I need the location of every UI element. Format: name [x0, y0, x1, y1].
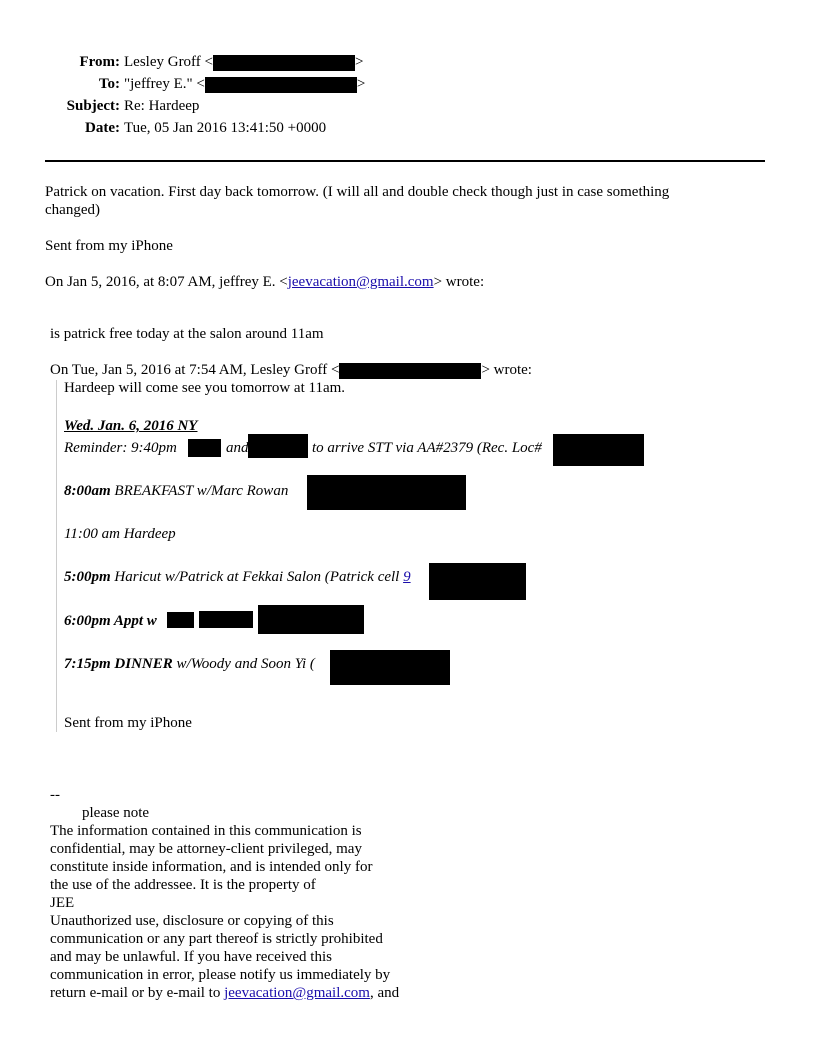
body-text: changed) [45, 202, 100, 218]
header-divider [45, 160, 765, 162]
to-row [0, 75, 816, 93]
from-row [0, 53, 816, 71]
bracket: > [355, 54, 364, 70]
schedule-item: 6:00pm Appt w [64, 613, 157, 629]
redaction [167, 612, 194, 628]
to-label: To: [98, 76, 120, 92]
redaction [258, 605, 364, 634]
redaction [553, 434, 644, 466]
schedule-item [64, 482, 288, 500]
redaction [330, 650, 450, 685]
disclaimer-line: constitute inside information, and is intended only for [50, 859, 373, 875]
attribution-text: > wrote: [481, 362, 532, 378]
disclaimer-line: confidential, may be attorney-client privileged, may [50, 841, 362, 857]
redaction [307, 475, 466, 510]
disclaimer-line: communication or any part thereof is strictly prohibited [50, 931, 383, 947]
time: 7:15pm DINNER [64, 656, 173, 672]
signature-dash: -- [50, 787, 60, 803]
item-text: w/Woody and Soon Yi ( [176, 656, 315, 672]
attribution-text: > wrote: [433, 274, 485, 290]
subject-row [0, 97, 816, 115]
disclaimer-line: the use of the addressee. It is the property of [50, 877, 316, 893]
schedule-item [64, 568, 411, 586]
reminder-text: and [226, 440, 249, 456]
body-text: Hardeep will come see you tomorrow at 11am. [64, 380, 346, 396]
email-link[interactable]: jeevacation@gmail.com [287, 274, 434, 290]
reminder-text: to arrive STT via AA#2379 (Rec. Loc# [312, 440, 542, 456]
signature-note: please note [82, 805, 150, 821]
disclaimer-line: and may be unlawful. If you have received this [50, 949, 332, 965]
phone-link[interactable]: 9 [403, 569, 411, 585]
from-label: From: [79, 54, 120, 70]
time: 5:00pm [64, 569, 111, 585]
redaction [205, 77, 357, 93]
from-value: Lesley Groff < [124, 54, 213, 70]
redaction [339, 363, 481, 379]
date-row [0, 119, 816, 137]
schedule-item: 11:00 am Hardeep [64, 526, 176, 542]
quoted-question: is patrick free today at the salon around 11am [50, 326, 324, 342]
email-link[interactable]: jeevacation@gmail.com [224, 985, 370, 1001]
subject-label: Subject: [66, 98, 120, 114]
sent-from-iphone: Sent from my iPhone [64, 715, 192, 731]
date-label: Date: [85, 120, 120, 136]
date-value: Tue, 05 Jan 2016 13:41:50 +0000 [124, 120, 327, 136]
attribution-text: On Jan 5, 2016, at 8:07 AM, jeffrey E. < [45, 274, 288, 290]
redaction [248, 434, 308, 458]
reply-attribution [50, 361, 532, 379]
sent-from-iphone: Sent from my iPhone [45, 238, 173, 254]
attribution-text: On Tue, Jan 5, 2016 at 7:54 AM, Lesley Groff < [50, 362, 340, 378]
subject-value: Re: Hardeep [124, 98, 200, 114]
reminder-text: Reminder: 9:40pm [64, 440, 177, 456]
quote-bar [56, 380, 57, 732]
redaction [188, 439, 221, 457]
disclaimer-text: return e-mail or by e-mail to [50, 985, 225, 1001]
disclaimer-line: Unauthorized use, disclosure or copying of this [50, 913, 334, 929]
reply-attribution [45, 273, 484, 291]
body-text: Patrick on vacation. First day back tomorrow. (I will all and double check though just in case something [45, 184, 670, 200]
disclaimer-text: , and [369, 985, 400, 1001]
disclaimer-line: JEE [50, 895, 75, 911]
redaction [199, 611, 253, 628]
disclaimer [50, 822, 390, 984]
schedule-item [64, 655, 315, 673]
time: 8:00am [64, 483, 111, 499]
item-text: Haricut w/Patrick at Fekkai Salon (Patrick cell [114, 569, 400, 585]
disclaimer-line: communication in error, please notify us immediately by [50, 967, 391, 983]
disclaimer-line: The information contained in this communication is [50, 823, 362, 839]
disclaimer-last-line [50, 984, 399, 1002]
schedule-date: Wed. Jan. 6, 2016 NY [64, 418, 198, 434]
redaction [429, 563, 526, 600]
to-value: "jeffrey E." < [124, 76, 205, 92]
item-text: BREAKFAST w/Marc Rowan [114, 483, 289, 499]
redaction [213, 55, 355, 71]
bracket: > [356, 76, 366, 92]
